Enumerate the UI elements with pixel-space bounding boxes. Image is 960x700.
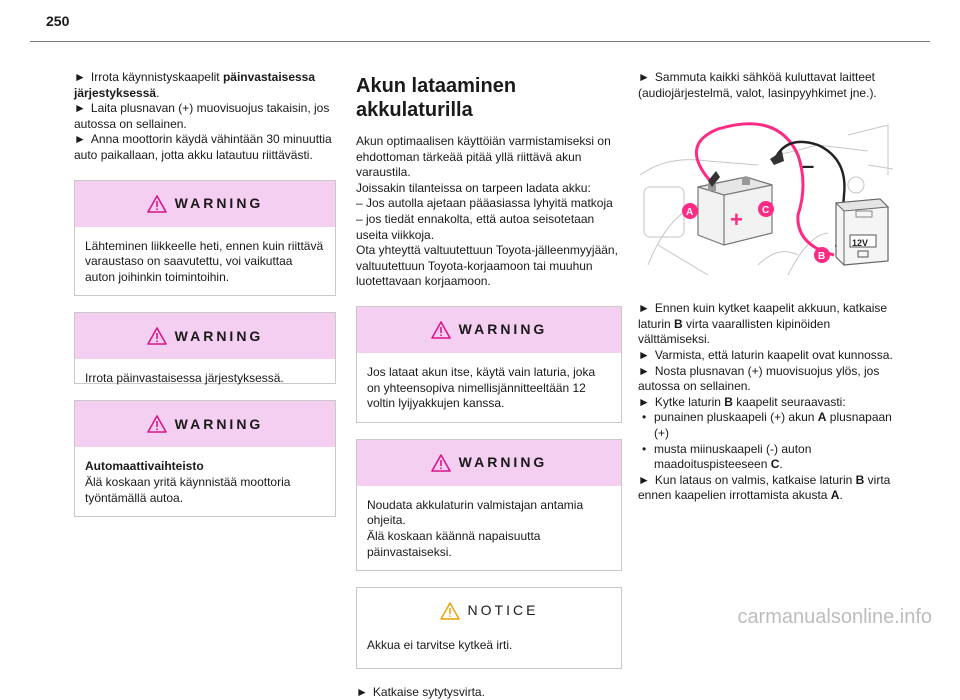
instruction-step: ► Ennen kuin kytket kaapelit akkuun, katkaise laturin B virta vaarallisten kipinöiden välttämiseksi.	[638, 301, 888, 347]
instruction-step: ► Sammuta kaikki sähköä kuluttavat laitteet (audiojärjestelmä, valot, lasinpyyhkimet jne.).	[638, 70, 877, 100]
body-paragraph: Joissakin tilanteissa on tarpeen ladata akku:	[356, 180, 591, 195]
label-c	[758, 201, 774, 217]
charger-unit	[836, 199, 888, 265]
warning-body	[357, 486, 621, 570]
warning-text: Älä koskaan käännä napaisuutta päinvastaiseksi.	[367, 528, 541, 559]
section-title: Akun lataaminen akkulaturilla	[356, 75, 517, 121]
body-paragraph: Ota yhteyttä valtuutettuun Toyota-jälleenmyyjään, valtuutettuun Toyota-korjaamoon tai muuhun luotettavaan korjaamoon.	[356, 243, 618, 289]
warning-heading: Automaattivaihteisto	[85, 459, 204, 474]
notice-title: NOTICE	[467, 602, 539, 619]
battery-charger-diagram	[638, 115, 900, 285]
warning-body	[75, 447, 335, 516]
warning-triangle-icon	[431, 454, 451, 472]
warning-title: WARNING	[174, 327, 264, 344]
charger-illustration	[638, 115, 900, 285]
warning-header	[75, 181, 335, 227]
column-right	[638, 70, 900, 504]
instruction-step: ► Laita plusnavan (+) muovisuojus takaisin, jos autossa on sellainen.	[74, 101, 330, 131]
notice-header	[357, 588, 621, 634]
label-a	[682, 203, 698, 219]
warning-text: Älä koskaan yritä käynnistää moottoria työntämällä autoa.	[85, 474, 291, 505]
svg-text:A: A	[686, 207, 694, 219]
warning-box	[74, 312, 336, 384]
warning-title: WARNING	[174, 415, 264, 432]
warning-text: Jos lataat akun itse, käytä vain laturia, joka on yhteensopiva nimellisjännitteeltään 12 voltin lyijyakkujen kanssa.	[367, 364, 596, 411]
warning-triangle-icon	[147, 327, 167, 345]
warning-box	[74, 180, 336, 297]
column-left	[74, 70, 336, 517]
warning-header	[357, 440, 621, 486]
warning-title: WARNING	[458, 321, 548, 338]
notice-triangle-icon	[440, 602, 460, 620]
page-number: 250	[46, 13, 70, 29]
warning-title: WARNING	[458, 453, 548, 470]
warning-header	[75, 313, 335, 359]
instruction-step: ► Nosta plusnavan (+) muovisuojus ylös, jos autossa on sellainen.	[638, 363, 880, 394]
charger-voltage: 12V	[852, 238, 869, 249]
warning-box	[356, 306, 622, 423]
warning-title: WARNING	[174, 194, 264, 211]
instruction-step: ► Anna moottorin käydä vähintään 30 minuuttia auto paikallaan, jotta akku latautuu riittävästi.	[74, 132, 332, 162]
instruction-step: ► Kun lataus on valmis, katkaise laturin B virta ennen kaapelien irrottamista akusta A.	[638, 472, 891, 503]
svg-text:B: B	[818, 251, 826, 263]
notice-box	[356, 587, 622, 669]
warning-text: Irrota päinvastaisessa järjestyksessä.	[85, 371, 284, 386]
plus-symbol: +	[730, 207, 743, 233]
warning-triangle-icon	[147, 195, 167, 213]
warning-header	[357, 307, 621, 353]
warning-triangle-icon	[431, 321, 451, 339]
notice-text: Akkua ei tarvitse kytkeä irti.	[367, 638, 513, 653]
warning-header	[75, 401, 335, 447]
instruction-step: ► Irrota käynnistyskaapelit päinvastaisessa järjestyksessä.	[74, 70, 316, 100]
warning-text: Lähteminen liikkeelle heti, ennen kuin riittävä varaustaso on saavutettu, voi vaikuttaa auton joihinkin toimintoihin.	[85, 238, 324, 284]
column-middle	[356, 70, 622, 700]
header-rule	[30, 41, 930, 42]
svg-text:C: C	[762, 205, 770, 217]
sub-item: • musta miinuskaapeli (-) auton maadoituspisteeseen C.	[642, 441, 812, 472]
instruction-step: ► Katkaise sytytysvirta.	[356, 684, 485, 699]
instruction-step: ► Kytke laturin B kaapelit seuraavasti:	[638, 394, 846, 409]
dash-item: – Jos autolla ajetaan pääasiassa lyhyitä matkoja	[356, 196, 613, 211]
watermark: carmanualsonline.info	[737, 606, 932, 628]
sub-item: • punainen pluskaapeli (+) akun A plusnapaan (+)	[642, 410, 892, 440]
body-paragraph: Akun optimaalisen käyttöiän varmistamiseksi on ehdottoman tärkeää pitää yllä riittävä akun varaustila.	[356, 134, 611, 180]
warning-triangle-icon	[147, 415, 167, 433]
warning-box	[356, 439, 622, 571]
label-b	[814, 247, 830, 263]
instruction-step: ► Varmista, että laturin kaapelit ovat kunnossa.	[638, 347, 893, 362]
minus-symbol: –	[802, 153, 815, 179]
warning-text: Noudata akkulaturin valmistajan antamia ohjeita.	[367, 497, 584, 528]
dash-item: – jos tiedät ennakolta, että autoa seisotetaan useita viikkoja.	[356, 211, 595, 242]
warning-box	[74, 400, 336, 517]
